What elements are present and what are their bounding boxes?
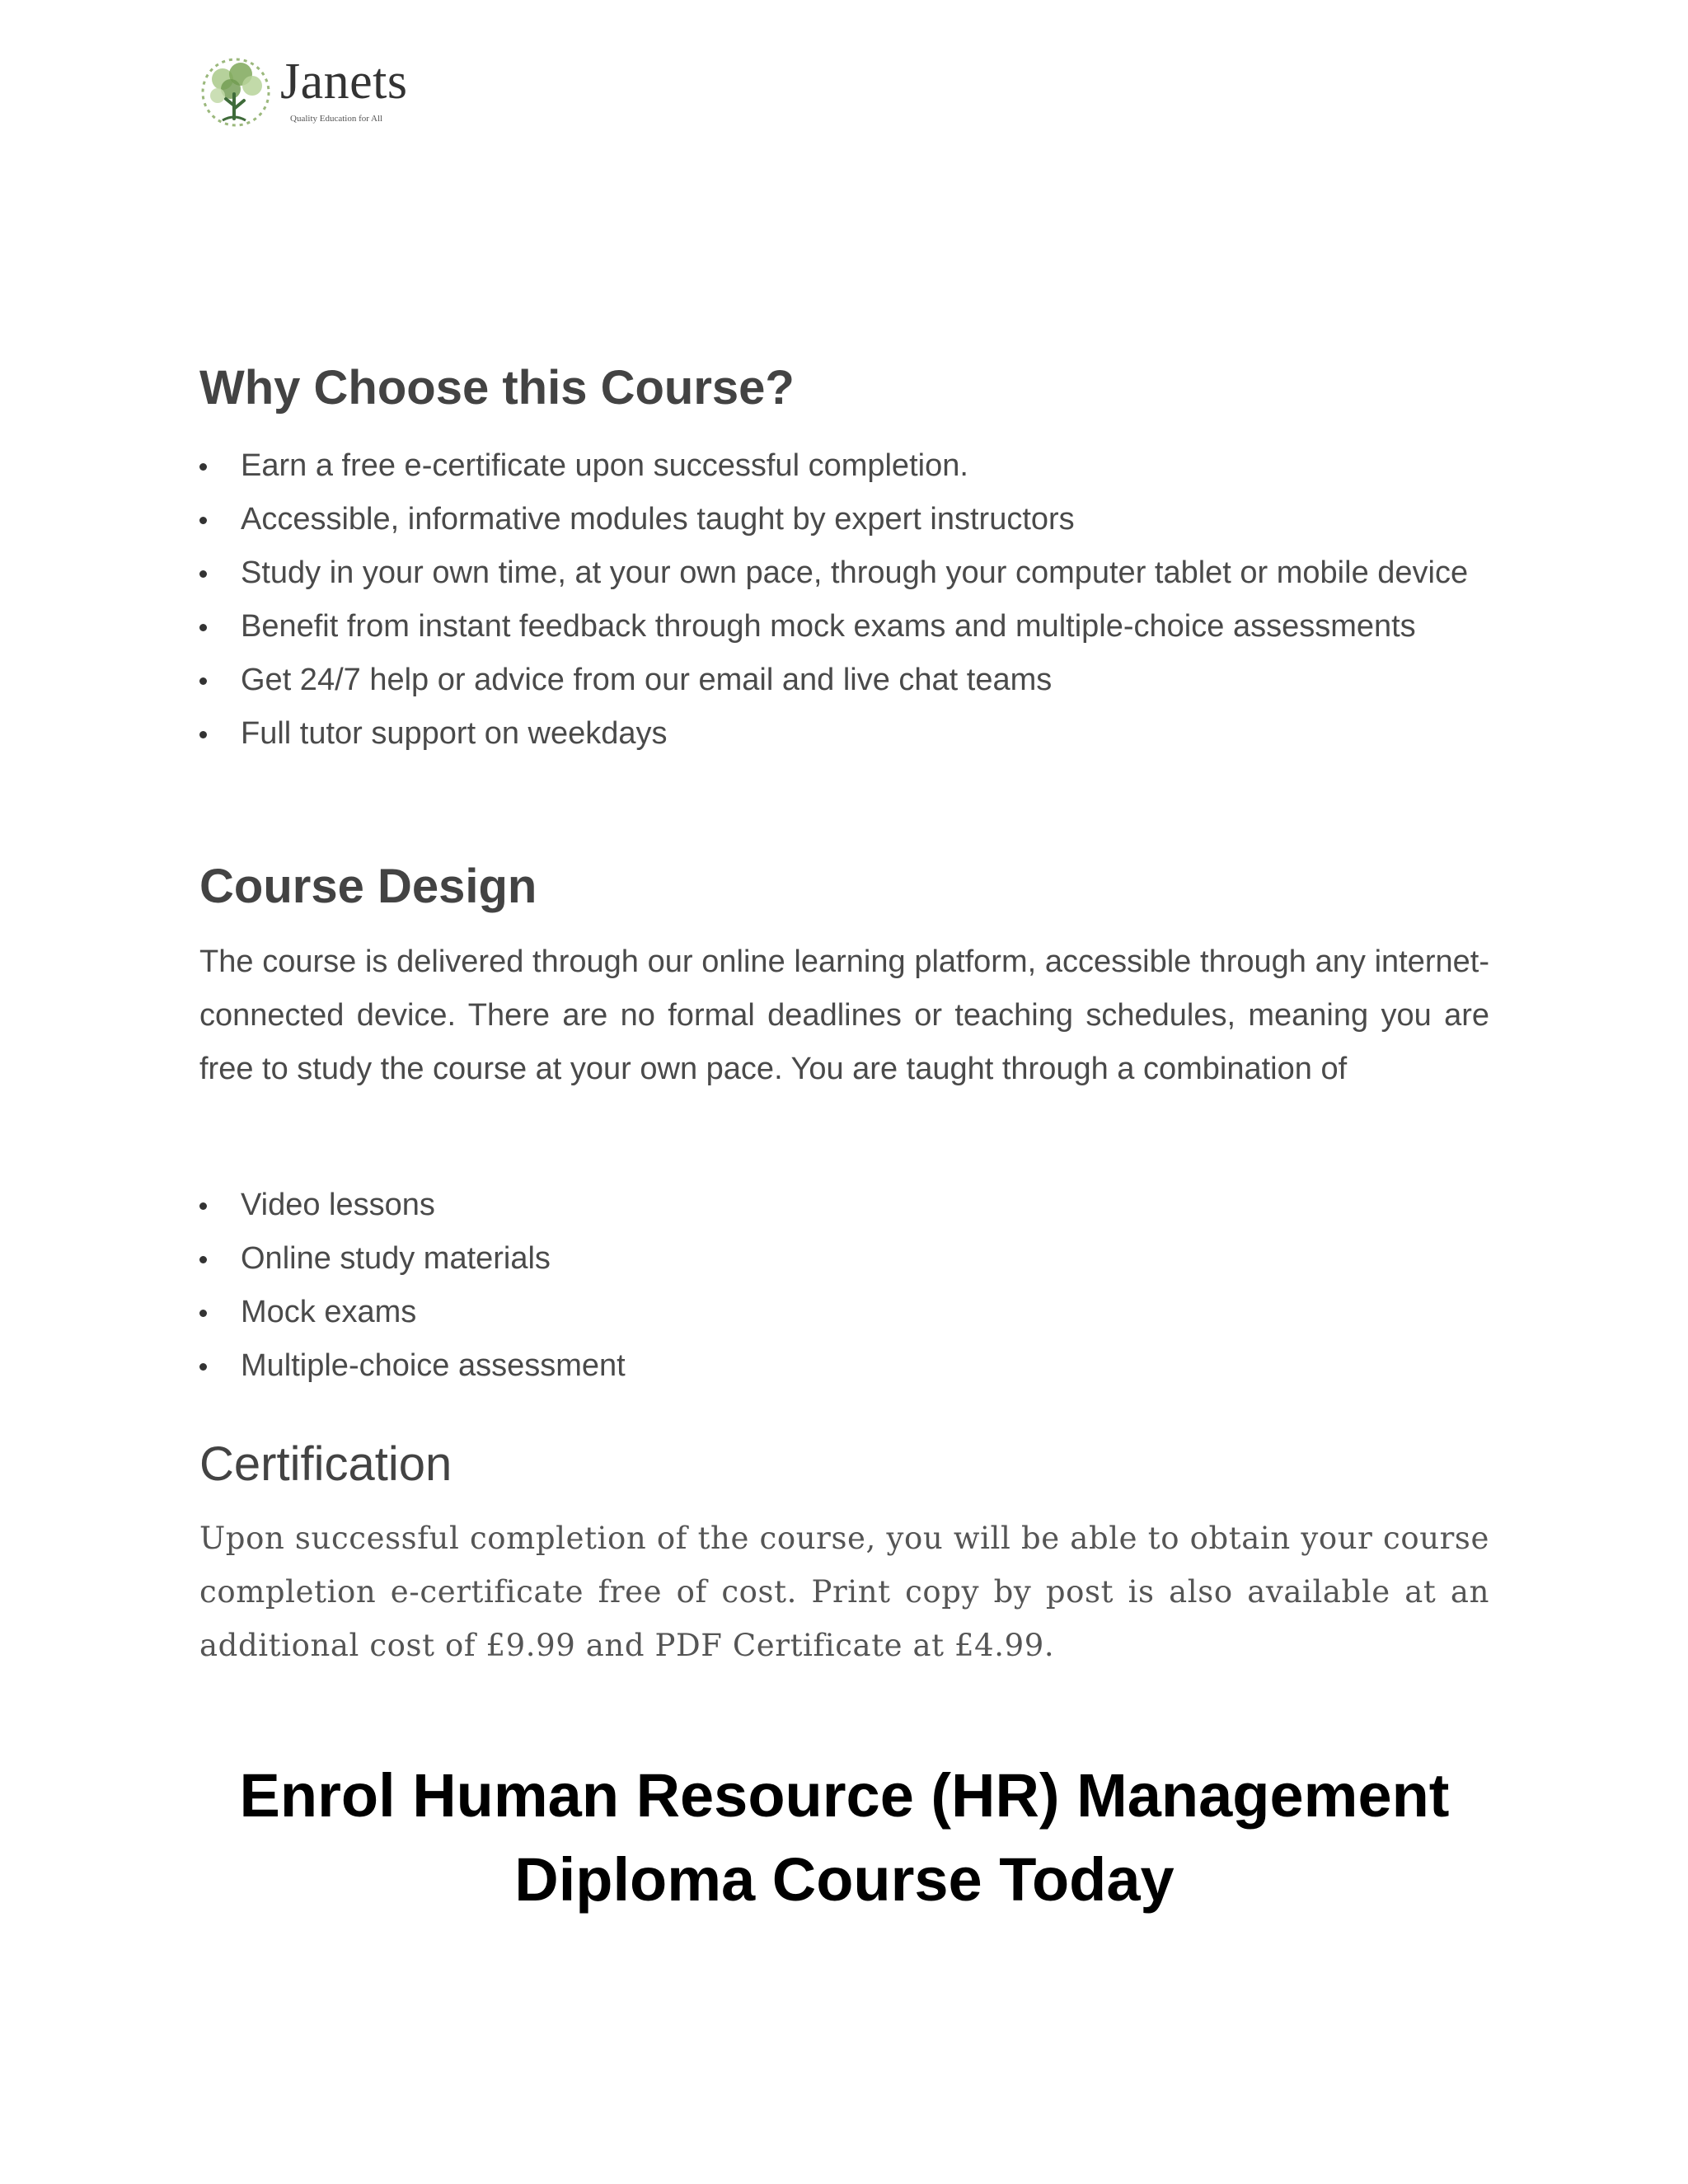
list-item: Benefit from instant feedback through mock exams and multiple-choice assessments — [199, 600, 1489, 654]
why-choose-list — [199, 439, 1489, 761]
list-item: Earn a free e-certificate upon successful completion. — [199, 439, 1489, 493]
bullet-icon — [199, 1202, 207, 1210]
list-item: Get 24/7 help or advice from our email and live chat teams — [199, 654, 1489, 707]
why-choose-heading: Why Choose this Course? — [199, 361, 795, 415]
certification-heading: Certification — [199, 1437, 452, 1491]
course-design-heading: Course Design — [199, 860, 537, 913]
cta-line-2: Diploma Course Today — [514, 1845, 1175, 1914]
cta-line-1: Enrol Human Resource (HR) Management — [239, 1761, 1450, 1830]
certification-paragraph: Upon successful completion of the course, you will be able to obtain your course completion e-certificate free of cost. Print copy by post is also available at an additional cost of £9.99 and PDF Certificate at £4.99. — [199, 1521, 1489, 1663]
enrol-call-to-action — [199, 1754, 1489, 1922]
brand-name: Janets — [280, 54, 408, 110]
bullet-icon — [199, 624, 207, 631]
bullet-icon — [199, 731, 207, 738]
list-item: Video lessons — [199, 1179, 1489, 1232]
brand-logo — [198, 51, 429, 134]
list-item: Study in your own time, at your own pace, through your computer tablet or mobile device — [199, 546, 1489, 600]
bullet-icon — [199, 1310, 207, 1317]
bullet-icon — [199, 1256, 207, 1263]
list-item: Accessible, informative modules taught by expert instructors — [199, 493, 1489, 546]
bullet-icon — [199, 570, 207, 578]
bullet-icon — [199, 517, 207, 524]
list-item: Full tutor support on weekdays — [199, 707, 1489, 761]
bullet-icon — [199, 463, 207, 471]
list-item: Multiple-choice assessment — [199, 1339, 1489, 1393]
brand-tagline: Quality Education for All — [290, 114, 383, 124]
bullet-icon — [199, 1363, 207, 1371]
course-design-paragraph: The course is delivered through our online learning platform, accessible through any internet-connected device. There are no formal deadlines or teaching schedules, meaning you are free to study the course at your own pace. You are taught through a combination of — [199, 944, 1489, 1086]
list-item: Mock exams — [199, 1286, 1489, 1339]
tree-logo-icon — [198, 54, 274, 130]
bullet-icon — [199, 677, 207, 685]
course-design-list — [199, 1179, 1489, 1393]
list-item: Online study materials — [199, 1232, 1489, 1286]
